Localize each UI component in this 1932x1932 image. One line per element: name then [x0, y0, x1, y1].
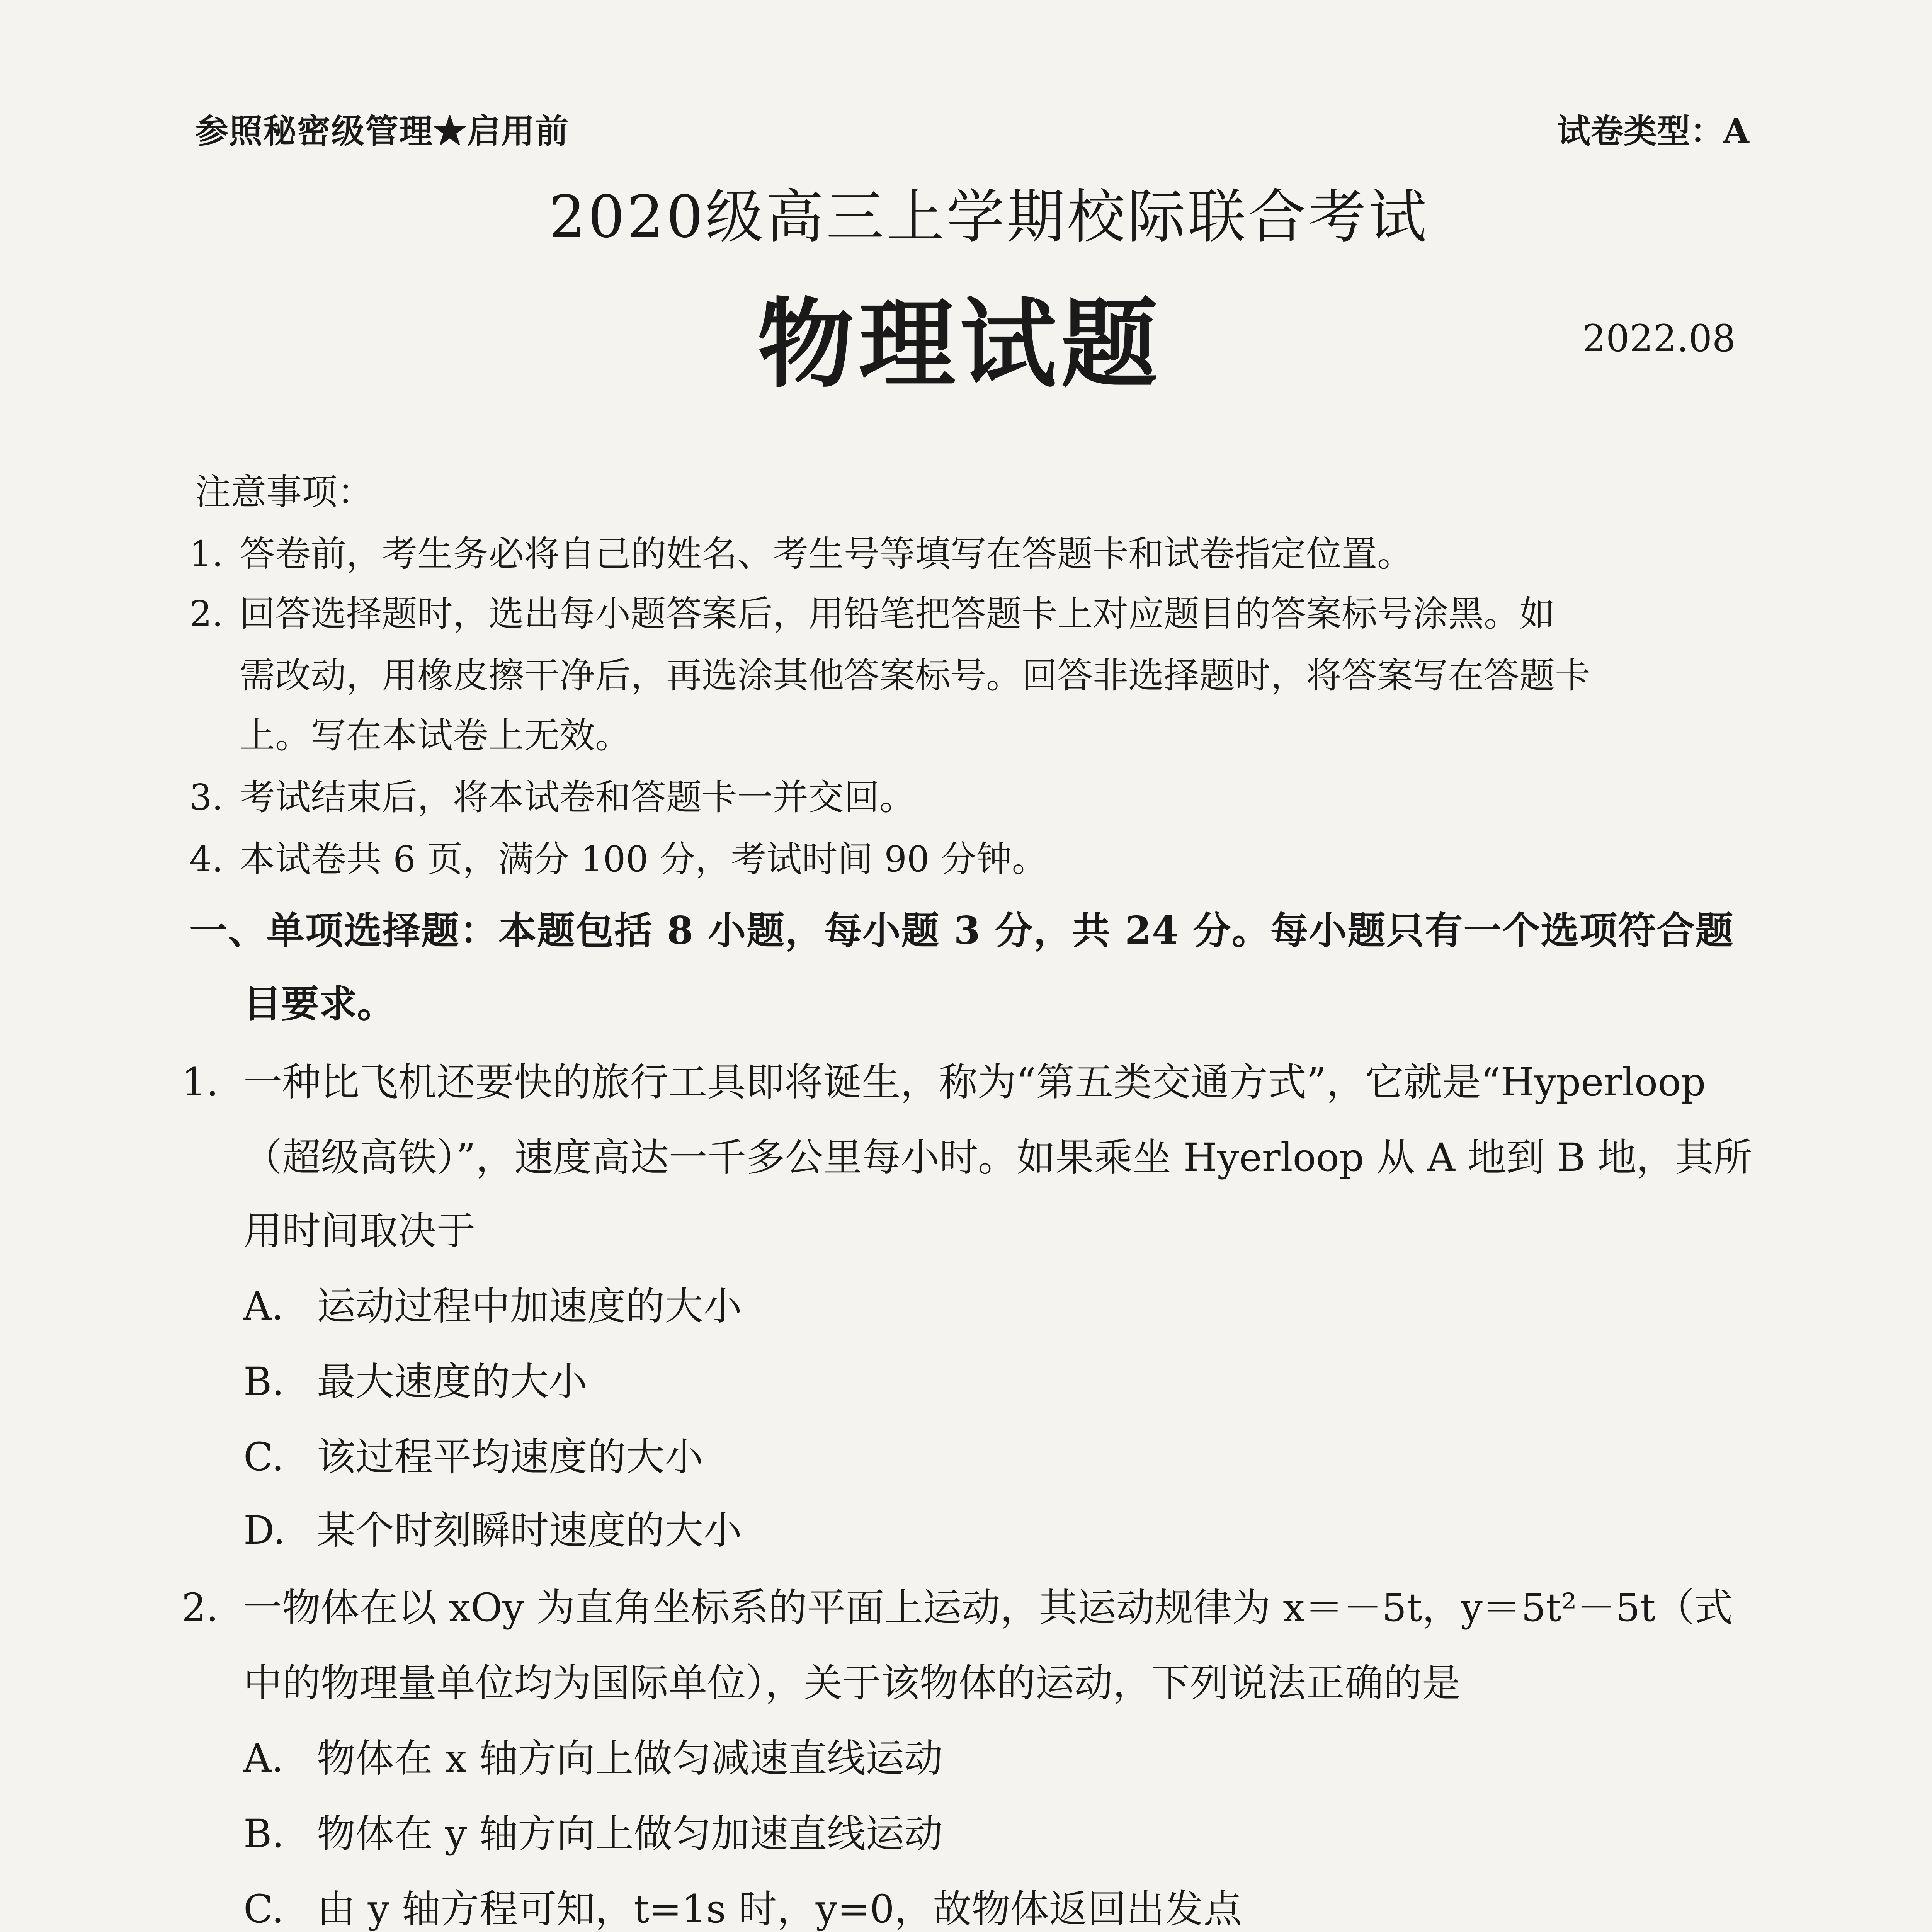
- answer-option: [243, 1350, 587, 1406]
- note-item: [189, 585, 1555, 636]
- answer-option: [243, 1275, 742, 1331]
- note-text-continued: 上。写在本试卷上无效。: [240, 715, 631, 756]
- question-text: 一种比飞机还要快的旅行工具即将诞生，称为“第五类交通方式”，它就是“Hyperloop: [243, 1060, 1706, 1105]
- question-number: 1.: [182, 1060, 219, 1105]
- section-heading: 一、单项选择题：本题包括 8 小题，每小题 3 分，共 24 分。每小题只有一个选项符合题: [189, 908, 1734, 953]
- section-heading-continued: 目要求。: [243, 982, 395, 1026]
- answer-option: [243, 1727, 943, 1783]
- answer-option: [243, 1878, 1242, 1932]
- note-text: 本试卷共 6 页，满分 100 分，考试时间 90 分钟。: [240, 838, 1048, 880]
- notes-heading: 注意事项：: [195, 471, 373, 513]
- note-number: 4.: [189, 838, 223, 880]
- note-item: [189, 831, 1048, 882]
- exam-date: 2022.08: [1582, 317, 1736, 360]
- question-stem: [182, 1051, 1706, 1107]
- paper-type-label: 试卷类型：A: [1557, 112, 1749, 151]
- option-label: B.: [243, 1359, 284, 1404]
- confidential-label: 参照秘密级管理★启用前: [195, 112, 569, 151]
- option-text: 物体在 x 轴方向上做匀减速直线运动: [317, 1736, 943, 1781]
- option-label: B.: [243, 1811, 284, 1856]
- note-text: 考试结束后，将本试卷和答题卡一并交回。: [240, 777, 915, 818]
- note-item: [189, 526, 1413, 577]
- note-number: 3.: [189, 777, 223, 818]
- option-text: 运动过程中加速度的大小: [317, 1284, 742, 1329]
- note-text: 答卷前，考生务必将自己的姓名、考生号等填写在答题卡和试卷指定位置。: [240, 533, 1413, 575]
- option-text: 某个时刻瞬时速度的大小: [317, 1508, 742, 1553]
- question-number: 2.: [182, 1585, 219, 1630]
- note-number: 1.: [189, 533, 223, 575]
- option-text: 该过程平均速度的大小: [317, 1434, 703, 1480]
- option-label: A.: [243, 1736, 284, 1781]
- question-stem: [182, 1577, 1733, 1632]
- note-number: 2.: [189, 593, 223, 634]
- question-text-continued: 中的物理量单位均为国际单位），关于该物体的运动，下列说法正确的是: [243, 1660, 1461, 1706]
- option-label: A.: [243, 1284, 284, 1329]
- option-label: C.: [243, 1434, 284, 1480]
- option-label: C.: [243, 1886, 284, 1932]
- question-text-continued: （超级高铁）”，速度高达一千多公里每小时。如果乘坐 Hyerloop 从 A 地到 B 地，其所: [243, 1135, 1752, 1180]
- answer-option: [243, 1803, 943, 1858]
- option-label: D.: [243, 1508, 286, 1553]
- answer-option: [243, 1499, 742, 1555]
- note-item: [189, 769, 915, 820]
- option-text: 由 y 轴方程可知，t=1s 时，y=0，故物体返回出发点: [317, 1886, 1242, 1932]
- option-text: 物体在 y 轴方向上做匀加速直线运动: [317, 1811, 943, 1856]
- exam-title: 2020级高三上学期校际联合考试: [549, 184, 1429, 251]
- subject-title: 物理试题: [757, 288, 1162, 401]
- option-text: 最大速度的大小: [317, 1359, 587, 1404]
- answer-option: [243, 1426, 703, 1481]
- note-text: 回答选择题时，选出每小题答案后，用铅笔把答题卡上对应题目的答案标号涂黑。如: [240, 593, 1555, 634]
- question-text: 一物体在以 xOy 为直角坐标系的平面上运动，其运动规律为 x＝－5t，y＝5t²－5t（式: [243, 1585, 1733, 1630]
- note-text-continued: 需改动，用橡皮擦干净后，再选涂其他答案标号。回答非选择题时，将答案写在答题卡: [240, 655, 1591, 696]
- question-text-continued: 用时间取决于: [243, 1208, 475, 1253]
